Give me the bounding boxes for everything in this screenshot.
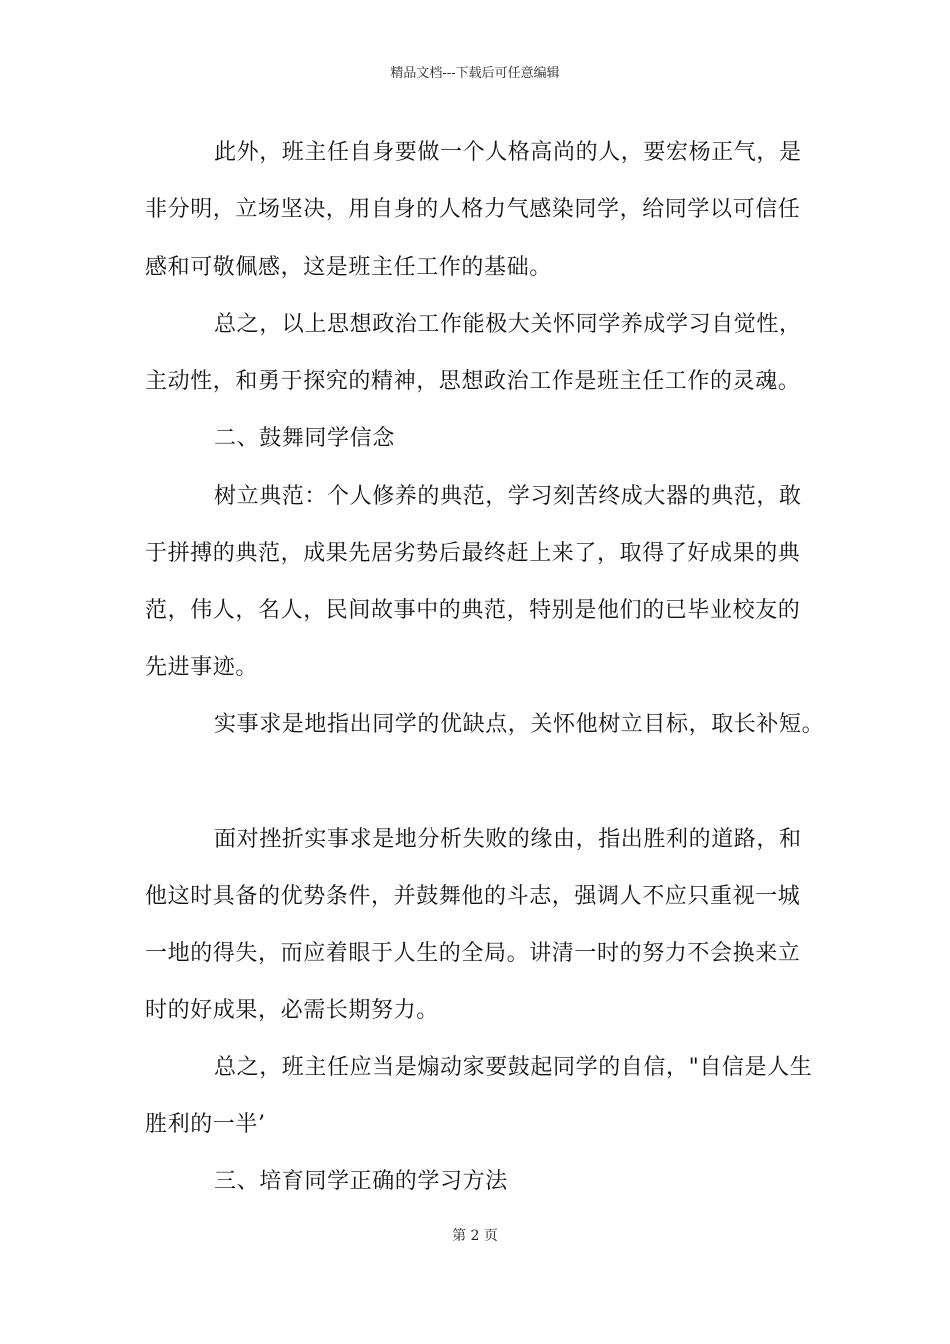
paragraph-line: 先进事迹。 bbox=[145, 655, 259, 680]
paragraph-line: 感和可敬佩感，这是班主任工作的基础。 bbox=[145, 255, 552, 280]
section-heading: 二、鼓舞同学信念 bbox=[214, 426, 395, 451]
paragraph-line: 主动性，和勇于探究的精神，思想政治工作是班主任工作的灵魂。 bbox=[145, 369, 801, 394]
section-heading: 三、培育同学正确的学习方法 bbox=[214, 1169, 508, 1194]
paragraph-line: 胜利的一半’ bbox=[145, 1112, 266, 1137]
paragraph-line: 总之，以上思想政治工作能极大关怀同学养成学习自觉性， bbox=[214, 312, 802, 337]
paragraph-line: 他这时具备的优势条件，并鼓舞他的斗志，强调人不应只重视一城 bbox=[145, 884, 801, 909]
paragraph-line: 非分明，立场坚决，用自身的人格力气感染同学，给同学以可信任 bbox=[145, 197, 801, 222]
paragraph-line: 时的好成果，必需长期努力。 bbox=[145, 998, 439, 1023]
paragraph-line: 树立典范：个人修养的典范，学习刻苦终成大器的典范，敢 bbox=[214, 484, 802, 509]
page-number: 第 2 页 bbox=[452, 1228, 498, 1244]
page-header: 精品文档---下载后可任意编辑 bbox=[390, 66, 560, 81]
paragraph-line: 此外，班主任自身要做一个人格高尚的人，要宏杨正气，是 bbox=[214, 140, 802, 165]
paragraph-line: 范，伟人，名人，民间故事中的典范，特别是他们的已毕业校友的 bbox=[145, 598, 801, 623]
paragraph-line: 面对挫折实事求是地分析失败的缘由，指出胜利的道路，和 bbox=[214, 827, 802, 852]
paragraph-line: 实事求是地指出同学的优缺点，关怀他树立目标，取长补短。 bbox=[214, 712, 825, 737]
paragraph-line: 总之，班主任应当是煽动家要鼓起同学的自信，"自信是人生 bbox=[214, 1055, 813, 1080]
paragraph-line: 于拼搏的典范，成果先居劣势后最终赶上来了，取得了好成果的典 bbox=[145, 541, 801, 566]
paragraph-line: 一地的得失，而应着眼于人生的全局。讲清一时的努力不会换来立 bbox=[145, 941, 801, 966]
